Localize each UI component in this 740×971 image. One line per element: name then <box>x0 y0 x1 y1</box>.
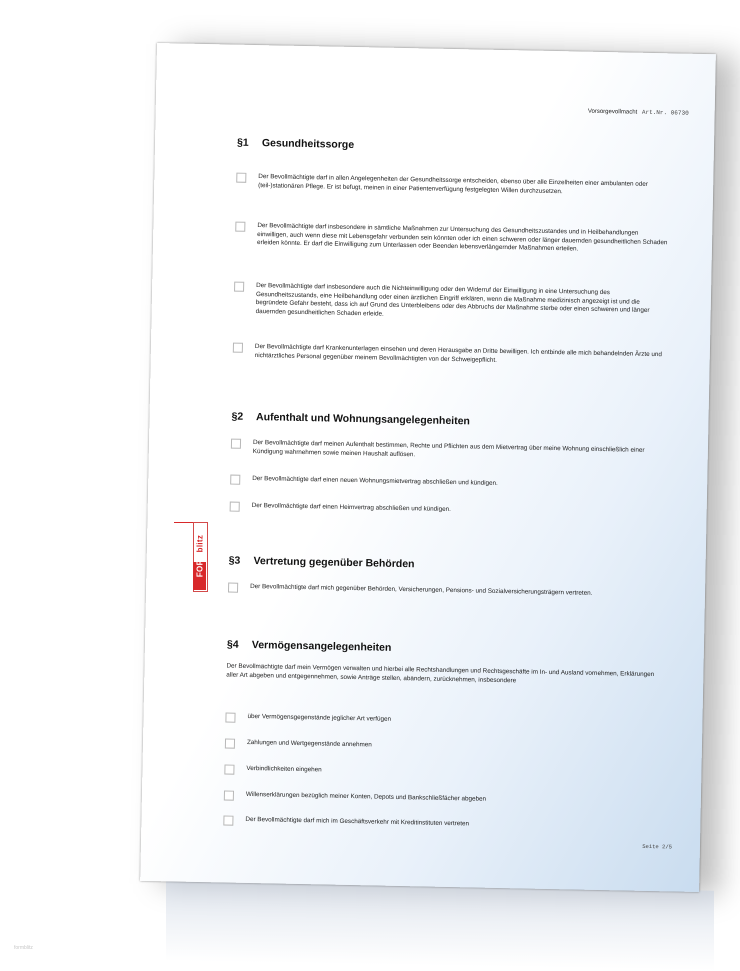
watermark: formblitz <box>14 945 33 951</box>
list-item <box>228 582 658 597</box>
item-text: Der Bevollmächtigte darf mich im Geschäftsverkehr mit Kreditinstituten vertreten <box>245 815 470 828</box>
list-item <box>231 439 661 458</box>
list-item <box>224 815 654 828</box>
checkbox[interactable] <box>230 475 240 485</box>
section-3-heading <box>229 555 415 571</box>
item-text: Der Bevollmächtigte darf meinen Aufenthalt bestimmen, Rechte und Pflichten aus dem Mietvertrag über meine Wohnung einschließlich einer Kündigung wahrnehmen sowie meinen Haushalt auflösen. <box>252 439 645 458</box>
section-1-heading <box>237 137 354 151</box>
checkbox[interactable] <box>228 583 238 593</box>
section-number: §3 <box>228 554 241 567</box>
page-reflection <box>166 881 714 971</box>
item-text: Der Bevollmächtigte darf einen neuen Wohnungsmietvertrag abschließen und kündigen. <box>252 475 498 487</box>
section-title: Vermögensangelegenheiten <box>251 639 392 654</box>
page-header <box>588 108 689 117</box>
logo-text-form: FORM <box>195 552 205 578</box>
item-text: Der Bevollmächtigte darf insbesondere auch die Nichteinwilligung oder den Widerruf der Einwilligung in eine Untersuchung des Gesundheitszustands, eine Heilbehandlung oder einen ärztlichen Eingriff erklären, wenn die Maßnahme medizinisch angezeigt ist und die begründete Gefahr besteht, dass ich auf Grund des Unterbleibens oder des Abbruchs der Maßnahme sterbe oder einen schweren und länger dauernden gesundheitlichen Schaden erleide. <box>255 282 650 318</box>
section-4-intro: Der Bevollmächtigte darf mein Vermögen verwalten und hierbei alle Rechtshandlungen und Rechtsgeschäfte im In- und Ausland vornehmen, Erklärungen aller Art abgeben und entgegennehmen, sowie Anträge stellen, abändern, zurücknehmen, insbesondere <box>226 662 655 684</box>
checkbox[interactable] <box>234 282 244 292</box>
list-item <box>226 713 656 722</box>
section-title: Gesundheitssorge <box>261 137 355 151</box>
page-number: Seite 2/5 <box>642 842 673 851</box>
section-2-heading <box>231 411 470 428</box>
item-text: Der Bevollmächtigte darf einen Heimvertrag abschließen und kündigen. <box>251 501 451 513</box>
item-text: Der Bevollmächtigte darf Krankenunterlagen einsehen und deren Herausgabe an Dritte bewilligen. Ich entbinde alle mich behandelnden Ärzte und nichtärztliches Personal gegenüber meinem Bevollmächtigten von der Schweigepflicht. <box>254 343 663 364</box>
document-title: Vorsorgevollmacht <box>587 108 638 116</box>
item-text: Willenserklärungen bezüglich meiner Konten, Depots und Bankschließfächer abgeben <box>245 790 487 803</box>
checkbox[interactable] <box>224 765 234 775</box>
checkbox[interactable] <box>230 502 240 512</box>
section-title: Aufenthalt und Wohnungsangelegenheiten <box>255 411 471 428</box>
item-text: Zahlungen und Wertgegenstände annehmen <box>246 738 372 749</box>
brand-divider <box>174 522 193 523</box>
checkbox[interactable] <box>233 343 243 353</box>
list-item <box>230 475 660 487</box>
article-number: Art.Nr. 06730 <box>641 108 689 117</box>
checkbox[interactable] <box>231 439 241 449</box>
list-item <box>233 343 663 364</box>
list-item <box>234 282 664 318</box>
checkbox[interactable] <box>235 222 245 232</box>
checkbox[interactable] <box>223 815 233 825</box>
section-title: Vertretung gegenüber Behörden <box>253 555 415 571</box>
section-number: §4 <box>226 638 239 651</box>
list-item <box>224 790 654 803</box>
item-text: Verbindlichkeiten eingehen <box>246 764 322 774</box>
formblitz-logo <box>193 522 207 590</box>
section-number: §1 <box>236 136 249 149</box>
checkbox[interactable] <box>225 713 235 723</box>
logo-text-blitz: blitz <box>195 534 205 553</box>
logo-text <box>196 535 205 577</box>
list-item <box>225 739 655 748</box>
item-text: Der Bevollmächtigte darf insbesondere in sämtliche Maßnahmen zur Untersuchung des Gesundheitszustandes und in Heilbehandlungen einwilligen, auch wenn diese mit Lebensgefahr verbunden sein könnten oder ich einen schweren oder länger dauernden gesundheitlichen Schaden erleiden könnte. Er darf die Einwilligung zum Unterlassen oder Beenden lebensverlängernder Maßnahmen erteilen. <box>256 222 668 253</box>
item-text: über Vermögensgegenstände jeglicher Art verfügen <box>247 712 392 723</box>
checkbox[interactable] <box>225 739 235 749</box>
checkbox[interactable] <box>236 173 246 183</box>
document-page <box>140 43 716 892</box>
list-item <box>230 502 660 511</box>
list-item <box>236 173 666 195</box>
item-text: Der Bevollmächtigte darf mich gegenüber Behörden, Versicherungen, Pensions- und Sozialversicherungsträgern vertreten. <box>250 582 593 597</box>
list-item <box>225 765 655 774</box>
list-item <box>235 222 668 253</box>
section-4-heading <box>227 639 392 654</box>
item-text: Der Bevollmächtigte darf in allen Angelegenheiten der Gesundheitssorge entscheiden, ebenso über alle Einzelheiten einer ambulanten oder (teil-)stationären Pflege. Er ist befugt, meinen in einer Patientenverfügung festgelegten Willen durchzusetzen. <box>258 173 648 195</box>
section-number: §2 <box>231 410 244 423</box>
checkbox[interactable] <box>224 790 234 800</box>
